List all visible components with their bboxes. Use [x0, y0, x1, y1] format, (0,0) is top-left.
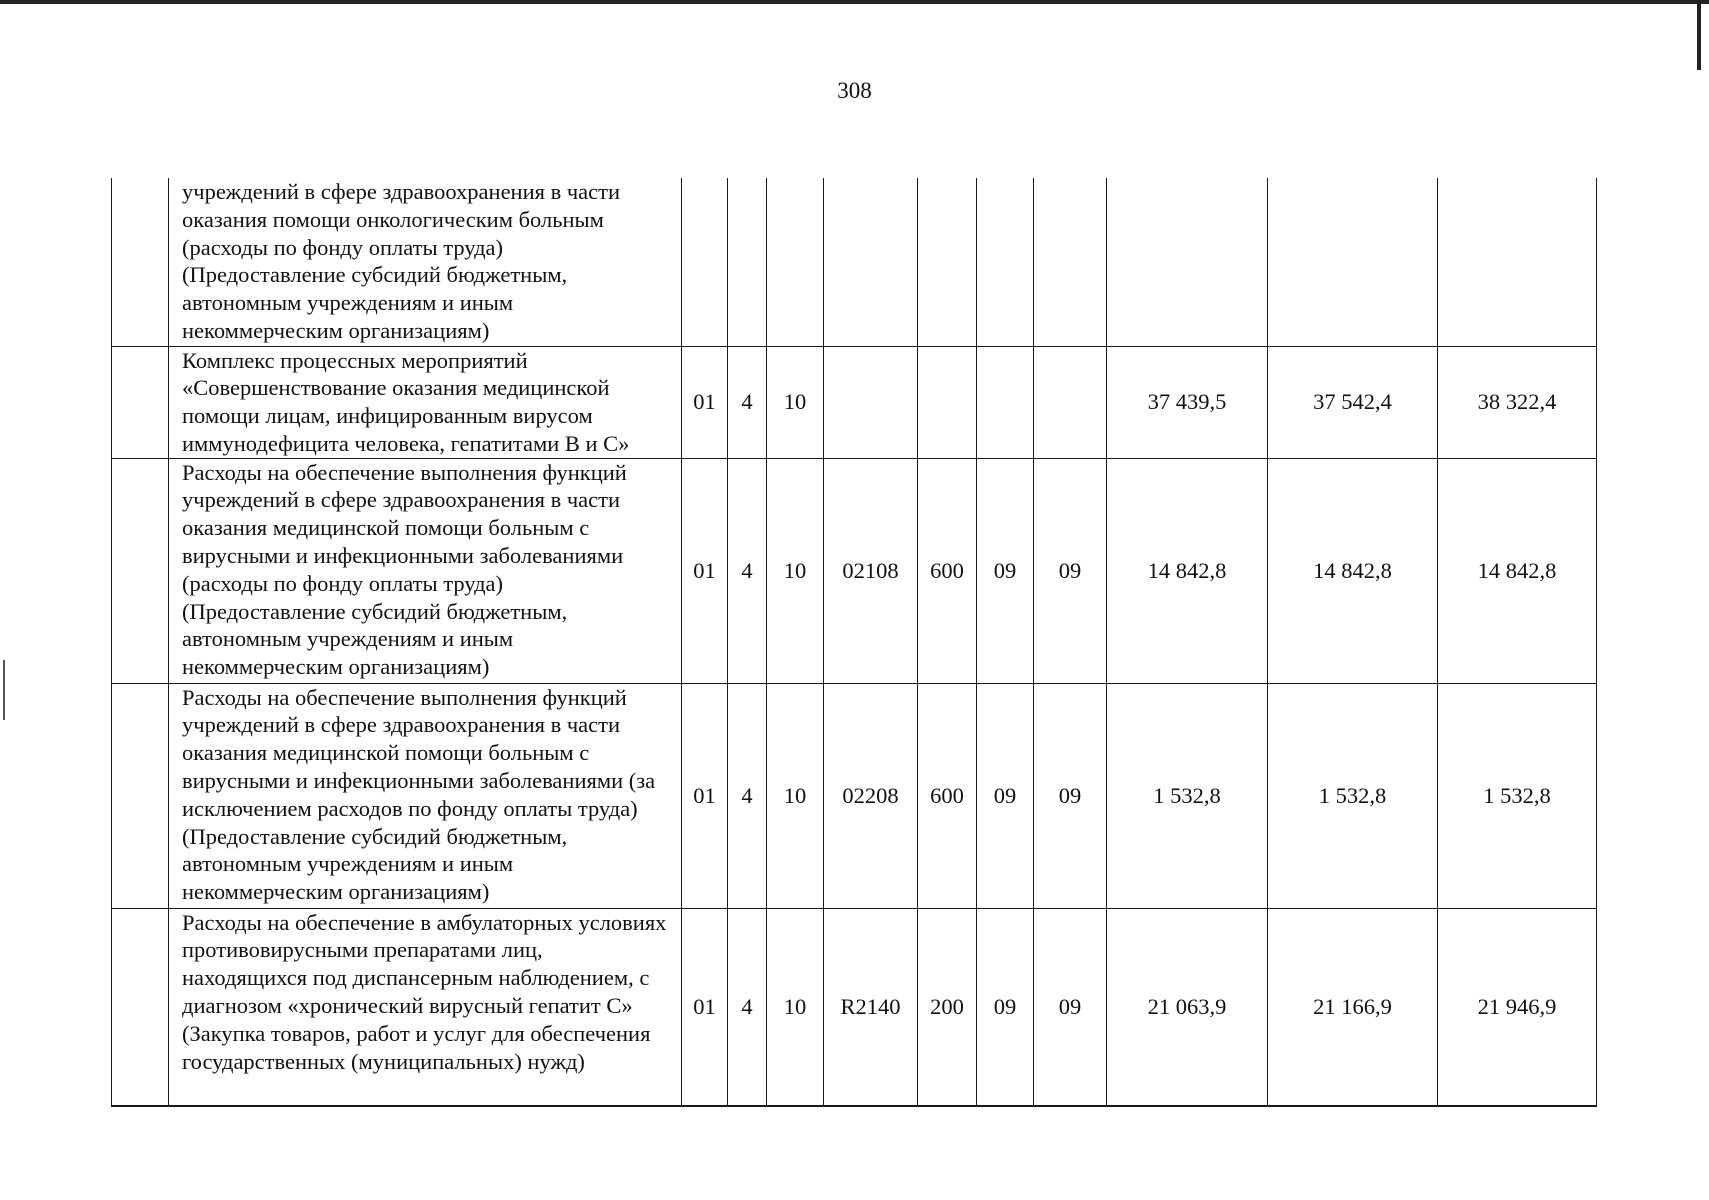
table-row — [112, 178, 1597, 346]
code-cell: 10 — [767, 683, 824, 908]
code-cell — [682, 178, 728, 346]
code-cell — [977, 346, 1034, 458]
code-cell: 09 — [977, 458, 1034, 683]
amount-cell: 37 542,4 — [1268, 346, 1438, 458]
amount-cell: 14 842,8 — [1438, 458, 1597, 683]
amount-cell: 14 842,8 — [1268, 458, 1438, 683]
code-cell — [918, 346, 977, 458]
code-cell — [977, 178, 1034, 346]
amount-cell — [1268, 178, 1438, 346]
code-cell: 02208 — [824, 683, 918, 908]
amount-cell — [1107, 178, 1268, 346]
code-cell: 600 — [918, 458, 977, 683]
code-cell: 01 — [682, 458, 728, 683]
code-cell: 10 — [767, 346, 824, 458]
description-cell: Расходы на обеспечение в амбулаторных условиях противовирусными препаратами лиц, находящихся под диспансерным наблюдением, с диагнозом «хронический вирусный гепатит С» (Закупка товаров, работ и услуг для обеспечения государственных (муниципальных) нужд) — [169, 908, 682, 1106]
code-cell — [1034, 346, 1107, 458]
code-cell — [1034, 178, 1107, 346]
code-cell — [728, 178, 767, 346]
code-cell: 600 — [918, 683, 977, 908]
code-cell: 01 — [682, 908, 728, 1106]
table-row — [112, 458, 1597, 683]
code-cell: 4 — [728, 908, 767, 1106]
code-cell — [824, 178, 918, 346]
scan-edge-top — [0, 0, 1709, 4]
code-cell: 01 — [682, 683, 728, 908]
code-cell: 10 — [767, 908, 824, 1106]
description-cell: Расходы на обеспечение выполнения функций учреждений в сфере здравоохранения в части оказания медицинской помощи больным с вирусными и инфекционными заболеваниями (за исключением расходов по фонду оплаты труда) (Предоставление субсидий бюджетным, автономным учреждениям и иным некоммерческим организациям) — [169, 683, 682, 908]
row-number-cell — [112, 346, 169, 458]
description-cell: Комплекс процессных мероприятий «Совершенствование оказания медицинской помощи лицам, инфицированным вирусом иммунодефицита человека, гепатитами В и С» — [169, 346, 682, 458]
table-row — [112, 683, 1597, 908]
amount-cell: 14 842,8 — [1107, 458, 1268, 683]
scan-edge-right — [1697, 0, 1701, 70]
row-number-cell — [112, 908, 169, 1106]
amount-cell — [1438, 178, 1597, 346]
amount-cell: 21 063,9 — [1107, 908, 1268, 1106]
code-cell — [824, 346, 918, 458]
code-cell: 09 — [1034, 908, 1107, 1106]
amount-cell: 1 532,8 — [1268, 683, 1438, 908]
amount-cell: 1 532,8 — [1107, 683, 1268, 908]
amount-cell: 21 166,9 — [1268, 908, 1438, 1106]
row-number-cell — [112, 683, 169, 908]
code-cell — [918, 178, 977, 346]
table-row — [112, 346, 1597, 458]
code-cell: 09 — [977, 908, 1034, 1106]
page-number: 308 — [837, 78, 872, 103]
code-cell: 200 — [918, 908, 977, 1106]
code-cell: 09 — [1034, 458, 1107, 683]
code-cell: R2140 — [824, 908, 918, 1106]
scan-edge-left — [3, 660, 5, 720]
code-cell: 02108 — [824, 458, 918, 683]
code-cell: 4 — [728, 458, 767, 683]
amount-cell: 1 532,8 — [1438, 683, 1597, 908]
code-cell: 4 — [728, 346, 767, 458]
code-cell: 09 — [1034, 683, 1107, 908]
row-number-cell — [112, 458, 169, 683]
code-cell: 01 — [682, 346, 728, 458]
code-cell — [767, 178, 824, 346]
code-cell: 10 — [767, 458, 824, 683]
code-cell: 4 — [728, 683, 767, 908]
row-number-cell — [112, 178, 169, 346]
description-cell: Расходы на обеспечение выполнения функций учреждений в сфере здравоохранения в части оказания медицинской помощи больным с вирусными и инфекционными заболеваниями (расходы по фонду оплаты труда) (Предоставление субсидий бюджетным, автономным учреждениям и иным некоммерческим организациям) — [169, 458, 682, 683]
table-row — [112, 908, 1597, 1106]
code-cell: 09 — [977, 683, 1034, 908]
amount-cell: 38 322,4 — [1438, 346, 1597, 458]
amount-cell: 21 946,9 — [1438, 908, 1597, 1106]
amount-cell: 37 439,5 — [1107, 346, 1268, 458]
description-cell: учреждений в сфере здравоохранения в части оказания помощи онкологическим больным (расходы по фонду оплаты труда) (Предоставление субсидий бюджетным, автономным учреждениям и иным некоммерческим организациям) — [169, 178, 682, 346]
budget-table — [111, 178, 1597, 1107]
